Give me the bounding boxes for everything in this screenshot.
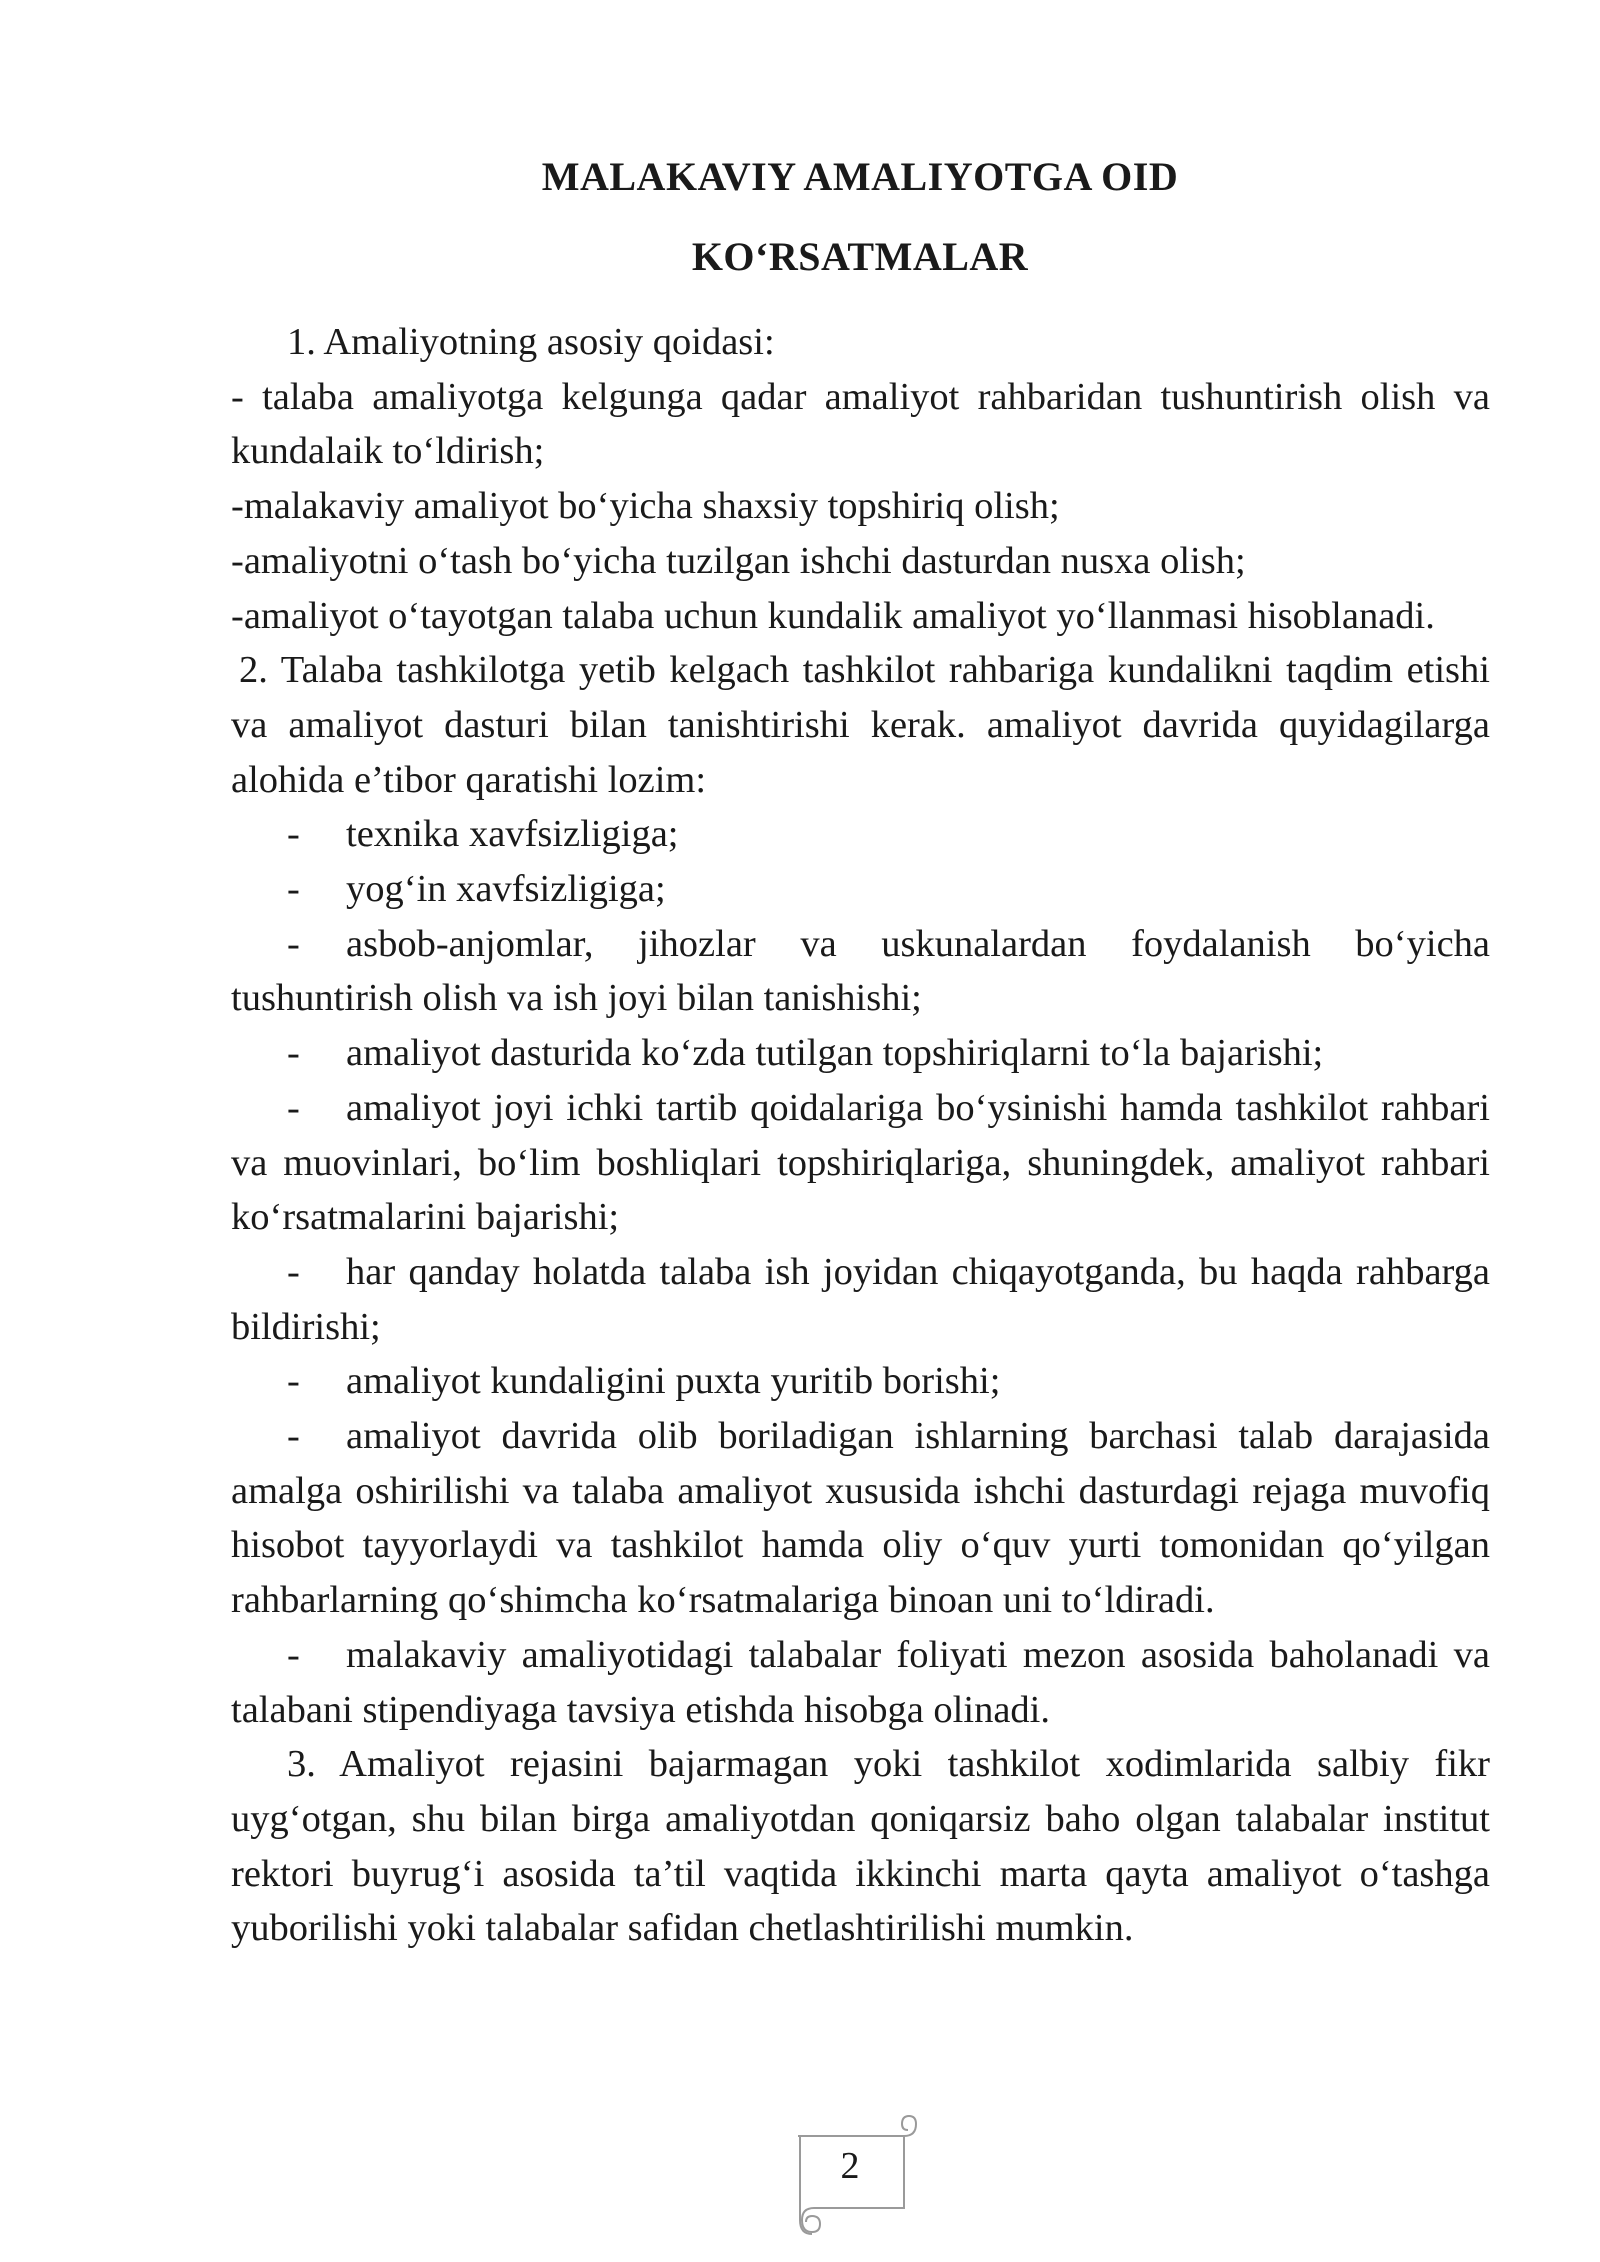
section-2-item-text: amaliyot joyi ichki tartib qoidalariga bo‘ysinishi hamda tashkilot rahbari va muovinlari, bo‘lim boshliqlari topshiriqlariga, shuningdek, amaliyot rahbari ko‘rsatmalarini bajarishi; (231, 1086, 1490, 1239)
section-2-item-text: asbob-anjomlar, jihozlar va uskunalardan foydalanish bo‘yicha tushuntirish olish va ish joyi bilan tanishishi; (231, 922, 1490, 1020)
page-number: 2 (840, 2145, 860, 2187)
section-2-item (231, 1245, 1490, 1354)
section-2-item (231, 1026, 1490, 1081)
page-footer (788, 2112, 928, 2242)
section-2-item (231, 917, 1490, 1026)
section-2-item (231, 1628, 1490, 1737)
document-title-line1: MALAKAVIY AMALIYOTGA OID (541, 154, 1179, 199)
section-2-item-text: amaliyot davrida olib boriladigan ishlarning barchasi talab darajasida amalga oshirilishi va talaba amaliyot xususida ishchi dasturdagi rejaga muvofiq hisobot tayyorlaydi va tashkilot hamda oliy o‘quv yurti tomonidan qo‘yilgan rahbarlarning qo‘shimcha ko‘rsatmalariga binoan uni to‘ldiradi. (231, 1415, 1490, 1622)
document-body (231, 315, 1490, 1956)
section-1-item: -malakaviy amaliyot bo‘yicha shaxsiy topshiriq olish; (231, 485, 1060, 528)
section-2-item (231, 1409, 1490, 1628)
list-dash: - (287, 1415, 300, 1458)
section-2-item (231, 1354, 1490, 1409)
section-2-item-text: amaliyot kundaligini puxta yuritib borishi; (346, 1360, 1001, 1403)
section-2-intro: 2. Talaba tashkilotga yetib kelgach tashkilot rahbariga kundalikni taqdim etishi va amaliyot dasturi bilan tanishtirishi kerak. amaliyot davrida quyidagilarga alohida e’tibor qaratishi lozim: (231, 649, 1490, 801)
section-3-text: 3. Amaliyot rejasini bajarmagan yoki tashkilot xodimlarida salbiy fikr uyg‘otgan, shu bilan birga amaliyotdan qoniqarsiz baho olgan talabalar institut rektori buyrug‘i asosida ta’til vaqtida ikkinchi marta qayta amaliyot o‘tashga yuborilishi yoki talabalar safidan chetlashtirilishi mumkin. (231, 1743, 1490, 1950)
list-dash: - (287, 1032, 300, 1075)
list-dash: - (287, 1250, 300, 1293)
list-dash: - (287, 1360, 300, 1403)
section-1-item: -amaliyotni o‘tash bo‘yicha tuzilgan ishchi dasturdan nusxa olish; (231, 539, 1246, 582)
section-1-item: -amaliyot o‘tayotgan talaba uchun kundalik amaliyot yo‘llanmasi hisoblanadi. (231, 594, 1435, 637)
section-2-item-text: yog‘in xavfsizligiga; (346, 868, 666, 911)
list-dash: - (287, 922, 300, 965)
document-title-line2: KO‘RSATMALAR (691, 234, 1029, 279)
section-1-item: - talaba amaliyotga kelgunga qadar amaliyot rahbaridan tushuntirish olish va kundalaik to‘ldirish; (231, 375, 1490, 473)
section-2-item-text: har qanday holatda talaba ish joyidan chiqayotganda, bu haqda rahbarga bildirishi; (231, 1250, 1490, 1348)
list-dash: - (287, 1086, 300, 1129)
section-2-item (231, 807, 1490, 862)
list-dash: - (287, 1633, 300, 1676)
section-2-item-text: texnika xavfsizligiga; (346, 813, 679, 856)
section-2-item (231, 1081, 1490, 1245)
section-2-item (231, 862, 1490, 917)
section-1-heading: 1. Amaliyotning asosiy qoidasi: (287, 321, 775, 363)
section-2-item-text: malakaviy amaliyotidagi talabalar foliyati mezon asosida baholanadi va talabani stipendiyaga tavsiya etishda hisobga olinadi. (231, 1633, 1490, 1731)
list-dash: - (287, 813, 300, 856)
section-2-item-text: amaliyot dasturida ko‘zda tutilgan topshiriqlarni to‘la bajarishi; (346, 1032, 1324, 1075)
list-dash: - (287, 868, 300, 911)
